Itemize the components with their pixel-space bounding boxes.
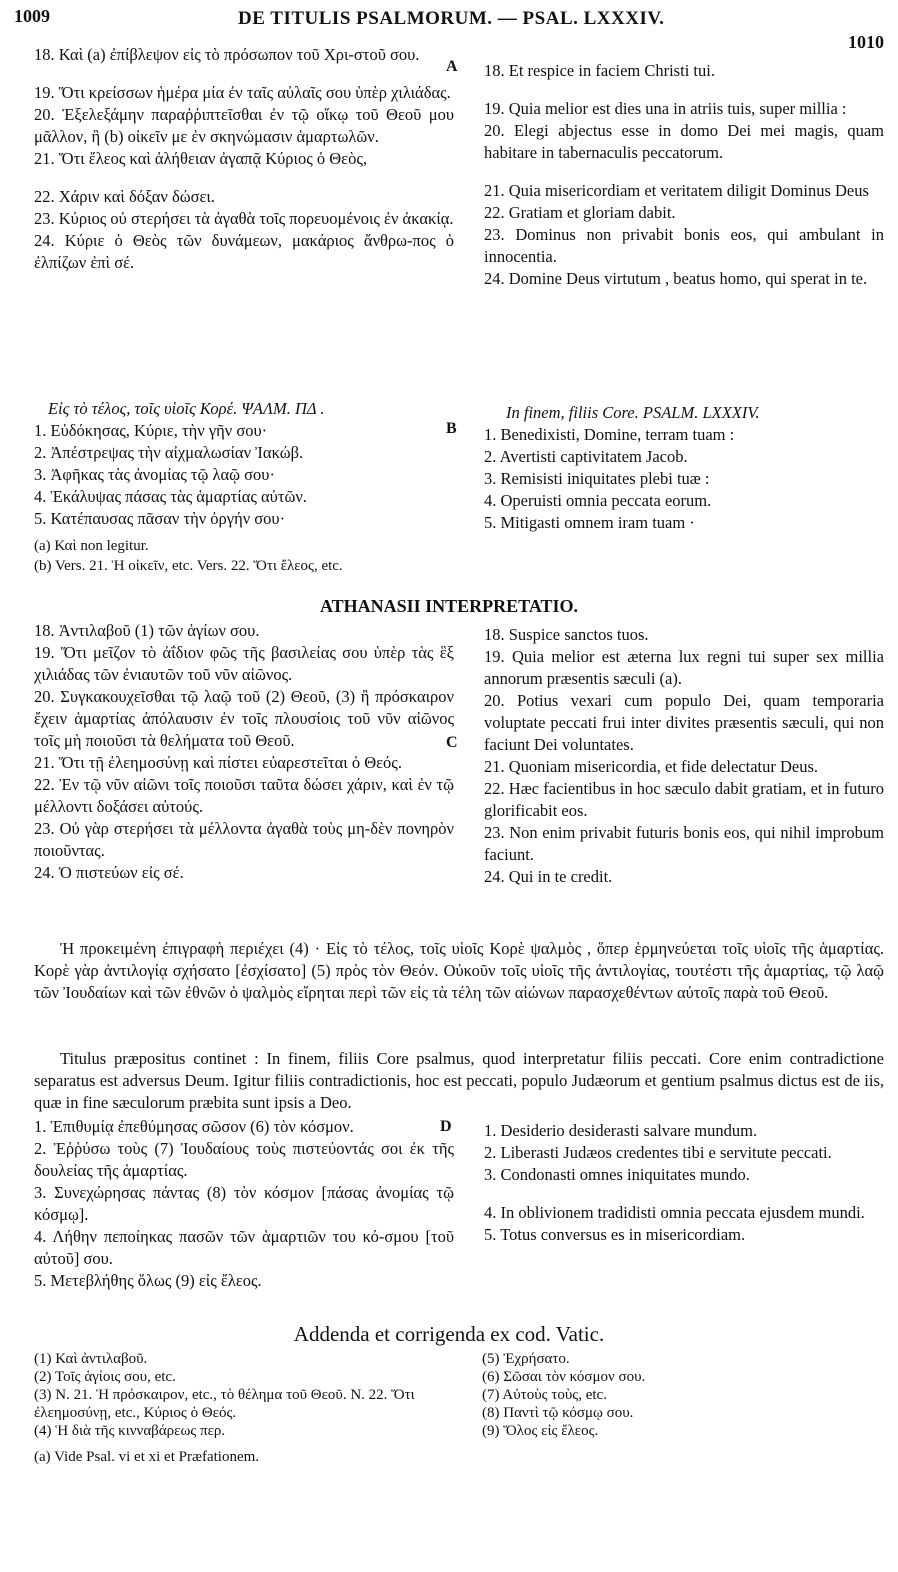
verse-latin: 20. Potius vexari cum populo Dei, quam temporaria voluptate peccati frui inter divites præsentis sæculi, qui non faciunt Dei voluntates. — [484, 691, 884, 754]
greek-commentary — [34, 938, 884, 1004]
verse-greek: 23. Οὐ γὰρ στερήσει τὰ μέλλοντα ἀγαθὰ τοὺς μη-δὲν πονηρὸν ποιοῦντας. — [34, 819, 454, 860]
verse-latin: 18. Suspice sanctos tuos. — [484, 625, 649, 644]
addenda-note: (6) Σῶσαι τὸν κόσμον σου. — [482, 1369, 646, 1385]
psalm-greek-column — [34, 398, 454, 576]
latin-commentary — [34, 1048, 884, 1114]
top-latin-column — [484, 60, 884, 290]
verse-latin: 1. Desiderio desiderasti salvare mundum. — [484, 1121, 758, 1140]
psalm-verse-latin: 3. Remisisti iniquitates plebi tuæ : — [484, 469, 710, 488]
verse-greek: 22. Χάριν καὶ δόξαν δώσει. — [34, 187, 215, 206]
addenda-note: (1) Καὶ ἀντιλαβοῦ. — [34, 1351, 148, 1367]
greek-paragraph: Ἡ προκειμένη ἐπιγραφὴ περιέχει (4) · Εἰς τὸ τέλος, τοῖς υἱοῖς Κορὲ ψαλμὸς , ὅπερ ἑρμηνεύεται τοῖς υἱοῖς τῆς ἁμαρτίας. Κορὲ γὰρ ἀντιλογίᾳ σχήσατο [ἐσχίσατο] (5) πρὸς τὸν Θεόν. Οὐκοῦν τοῖς υἱοῖς τῆς ἀντιλογίας, τουτέστι τῆς ἁμαρτίας, τῷ λαῷ τῶν Ἰουδαίων καὶ τῶν ἐθνῶν ὁ ψαλμὸς εἴρηται περὶ τῶν εἰς τὰ τέλη τῶν αἰώνων παρασχεθέντων αὐτοῖς παρὰ τοῦ Θεοῦ. — [34, 939, 884, 1002]
psalm-latin-column — [484, 402, 884, 534]
verse-greek: 20. Ἐξελεξάμην παραῤῥιπτεῖσθαι ἐν τῷ οἴκῳ τοῦ Θεοῦ μου μᾶλλον, ἢ (b) οἰκεῖν με ἐν σκηνώμασιν ἁμαρτωλῶν. — [34, 105, 454, 146]
verse-latin: 4. In oblivionem tradidisti omnia peccata ejusdem mundi. — [484, 1203, 865, 1222]
verse-latin: 5. Totus conversus es in misericordiam. — [484, 1225, 746, 1244]
margin-mark-d: D — [440, 1118, 452, 1135]
addenda-note: (2) Τοῖς ἁγίοις σου, etc. — [34, 1369, 176, 1385]
psalm-verse-greek: 1. Εὐδόκησας, Κύριε, τὴν γῆν σου· — [34, 421, 268, 440]
psalm-verse-latin: 4. Operuisti omnia peccata eorum. — [484, 491, 712, 510]
psalm-verse-greek: 2. Ἀπέστρεψας τὴν αἰχμαλωσίαν Ἰακώβ. — [34, 443, 304, 462]
addenda-note: (3) N. 21. Ἡ πρόσκαιρον, etc., τὸ θέλημα τοῦ Θεοῦ. N. 22. Ὅτι ἐλεημοσύνῃ, etc., Κύριος ὁ Θεός. — [34, 1387, 415, 1421]
verse-latin: 23. Dominus non privabit bonis eos, qui ambulant in innocentia. — [484, 225, 884, 266]
final-greek-column — [34, 1116, 454, 1292]
footnote: (a) Καὶ non legitur. — [34, 538, 149, 554]
verse-latin: 23. Non enim privabit futuris bonis eos, qui nihil improbum faciunt. — [484, 823, 884, 864]
psalm-title-latin — [484, 402, 884, 424]
margin-mark-c: C — [446, 734, 458, 751]
margin-mark-b: B — [446, 420, 457, 437]
verse-latin: 24. Qui in te credit. — [484, 867, 613, 886]
verse-greek: 2. Ἐῤῥύσω τοὺς (7) Ἰουδαίους τοὺς πιστεύοντάς σοι ἐκ τῆς δουλείας τῆς ἁμαρτίας. — [34, 1139, 454, 1180]
psalm-verse-latin: 2. Avertisti captivitatem Jacob. — [484, 447, 688, 466]
verse-latin: 24. Domine Deus virtutum , beatus homo, qui sperat in te. — [484, 269, 868, 288]
verse-greek: 22. Ἐν τῷ νῦν αἰῶνι τοῖς ποιοῦσι ταῦτα δώσει χάριν, καὶ ἐν τῷ μέλλοντι δοξάσει αὐτούς. — [34, 775, 454, 816]
final-latin-column — [484, 1120, 884, 1246]
addenda-note: (8) Παντὶ τῷ κόσμῳ σου. — [482, 1405, 634, 1421]
latin-paragraph: Titulus præpositus continet : In finem, filiis Core psalmus, quod interpretatur filiis peccati. Core enim contradictione separatus est adversus Deum. Igitur filiis contradictionis, hoc est peccati, populo Judæorum et gentium psalmus dictus est de iis, quæ in fine sæculorum præbita sunt ipsis a Deo. — [34, 1049, 884, 1112]
footnote: (b) Vers. 21. Ἡ οἰκεῖν, etc. Vers. 22. Ὅτι ἔλεος, etc. — [34, 558, 343, 574]
addenda-title: Addenda et corrigenda ex cod. Vatic. — [293, 1322, 605, 1346]
verse-greek: 5. Μετεβλήθης ὅλως (9) εἰς ἔλεος. — [34, 1271, 262, 1290]
verse-greek: 4. Λήθην πεποίηκας πασῶν τῶν ἁμαρτιῶν του κό-σμου [τοῦ αὐτοῦ] σου. — [34, 1227, 454, 1268]
verse-greek: 19. Ὅτι μεῖζον τὸ ἀΐδιον φῶς τῆς βασιλείας σου ὑπὲρ τὰς ἓξ χιλιάδας τῶν ἐνιαυτῶν τοῦ νῦν αἰῶνος. — [34, 643, 454, 684]
verse-greek: 23. Κύριος οὐ στερήσει τὰ ἀγαθὰ τοῖς πορευομένοις ἐν ἀκακίᾳ. — [34, 209, 454, 228]
running-header — [0, 4, 898, 52]
verse-latin: 3. Condonasti omnes iniquitates mundo. — [484, 1165, 750, 1184]
verse-greek: 24. Κύριε ὁ Θεὸς τῶν δυνάμεων, μακάριος ἄνθρω-πος ὁ ἐλπίζων ἐπὶ σέ. — [34, 231, 454, 272]
verse-latin: 20. Elegi abjectus esse in domo Dei mei magis, quam habitare in tabernaculis peccatorum. — [484, 121, 884, 162]
addenda-left — [34, 1350, 444, 1466]
verse-latin: 21. Quia misericordiam et veritatem diligit Dominus Deus — [484, 181, 869, 200]
margin-mark-a: A — [446, 58, 458, 75]
verse-greek: 24. Ὁ πιστεύων εἰς σέ. — [34, 863, 184, 882]
psalm-title-greek: Εἰς τὸ τέλος, τοῖς υἱοῖς Κορέ. ΨΑΛΜ. ΠΔ . — [48, 399, 325, 418]
running-title: DE TITULIS PSALMORUM. — PSAL. LXXXIV. — [238, 8, 665, 29]
psalm-verse-greek: 4. Ἐκάλυψας πάσας τὰς ἁμαρτίας αὐτῶν. — [34, 487, 307, 506]
psalm-verse-greek: 3. Ἀφῆκας τὰς ἀνομίας τῷ λαῷ σου· — [34, 465, 275, 484]
verse-latin: 18. Et respice in faciem Christi tui. — [484, 61, 715, 80]
page-number-left: 1009 — [14, 6, 50, 26]
addenda-note: (a) Vide Psal. vi et xi et Præfationem. — [34, 1449, 260, 1465]
verse-greek: 18. Καὶ (a) ἐπίβλεψον εἰς τὸ πρόσωπον τοῦ Χρι-στοῦ σου. — [34, 45, 420, 64]
verse-latin: 19. Quia melior est æterna lux regni tui super sex millia annorum præsentis sæculi (a). — [484, 647, 884, 688]
addenda-note: (5) Ἐχρήσατο. — [482, 1351, 570, 1367]
page-number-right: 1010 — [848, 32, 884, 52]
verse-greek: 19. Ὅτι κρείσσων ἡμέρα μία ἐν ταῖς αὐλαῖς σου ὑπὲρ χιλιάδας. — [34, 83, 451, 102]
verse-greek: 20. Συγκακουχεῖσθαι τῷ λαῷ τοῦ (2) Θεοῦ, (3) ἢ πρόσκαιρον ἔχειν ἁμαρτίας ἀπόλαυσιν ἐν τοῖς πλουσίοις τοῦ νῦν αἰῶνος τοῖς μὴ ποιοῦσι τὰ θελήματα τοῦ Θεοῦ. — [34, 687, 454, 750]
verse-greek: 1. Ἐπιθυμίᾳ ἐπεθύμησας σῶσον (6) τὸν κόσμον. — [34, 1117, 354, 1136]
psalm-title-latin-text: In finem, filiis Core. PSALM. LXXXIV. — [506, 403, 760, 422]
psalm-verse-latin: 1. Benedixisti, Domine, terram tuam : — [484, 425, 735, 444]
addenda-note: (7) Αὐτοὺς τοὺς, etc. — [482, 1387, 607, 1403]
addenda-note: (9) Ὅλος εἰς ἔλεος. — [482, 1423, 599, 1439]
verse-greek: 18. Ἀντιλαβοῦ (1) τῶν ἁγίων σου. — [34, 621, 260, 640]
verse-greek: 3. Συνεχώρησας πάντας (8) τὸν κόσμον [πάσας ἀνομίας τῷ κόσμῳ]. — [34, 1183, 454, 1224]
verse-latin: 2. Liberasti Judæos credentes tibi e servitute peccati. — [484, 1143, 832, 1162]
top-greek-column — [34, 44, 454, 274]
section-title: ATHANASII INTERPRETATIO. — [319, 596, 579, 616]
verse-greek: 21. Ὅτι τῇ ἐλεημοσύνῃ καὶ πίστει εὐαρεστεῖται ὁ Θεός. — [34, 753, 402, 772]
verse-greek: 21. Ὅτι ἔλεος καὶ ἀλήθειαν ἀγαπᾷ Κύριος ὁ Θεὸς, — [34, 149, 368, 168]
addenda-right — [482, 1350, 882, 1440]
psalm-verse-latin: 5. Mitigasti omnem iram tuam · — [484, 513, 695, 532]
athanasius-latin-column — [484, 624, 884, 888]
verse-latin: 22. Gratiam et gloriam dabit. — [484, 203, 676, 222]
addenda-note: (4) Ἡ διὰ τῆς κινναβάρεως περ. — [34, 1423, 226, 1439]
verse-latin: 21. Quoniam misericordia, et fide delectatur Deus. — [484, 757, 819, 776]
verse-latin: 19. Quia melior est dies una in atriis tuis, super millia : — [484, 99, 847, 118]
athanasius-greek-column — [34, 620, 454, 884]
psalm-verse-greek: 5. Κατέπαυσας πᾶσαν τὴν ὀργήν σου· — [34, 509, 286, 528]
verse-latin: 22. Hæc facientibus in hoc sæculo dabit gratiam, et in futuro glorificabit eos. — [484, 779, 884, 820]
